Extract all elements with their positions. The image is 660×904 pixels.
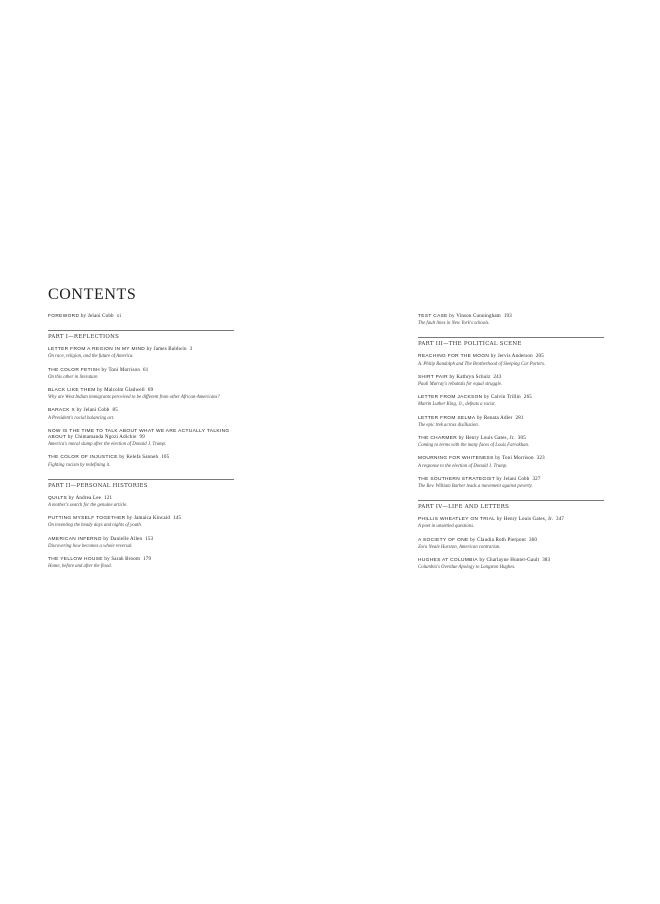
entry-page-number: 99 <box>139 435 145 441</box>
entry-title: SHIRT PAIR <box>418 374 448 380</box>
entry-page-number: 179 <box>143 557 152 563</box>
toc-entry-line <box>48 408 234 414</box>
part-divider <box>48 479 234 480</box>
toc-entry <box>48 388 234 401</box>
toc-entry <box>418 314 604 327</box>
entry-title: PUTTING MYSELF TOGETHER <box>48 516 126 522</box>
entry-author: Danielle Allen <box>110 536 143 542</box>
entry-by: by <box>146 347 153 353</box>
entry-description: America's moral slump after the election of Donald J. Trump. <box>48 442 167 448</box>
toc-entry <box>48 455 234 468</box>
toc-entry-line <box>48 347 234 353</box>
entry-by: by <box>101 367 107 373</box>
entry-description: On this other in literature. <box>48 374 99 380</box>
entry-by: by <box>126 516 133 522</box>
toc-entry <box>418 517 604 530</box>
entry-page-number: 145 <box>173 516 182 522</box>
entry-page-number: 3 <box>189 347 193 353</box>
toc-entry <box>418 354 604 367</box>
toc-entry-line <box>48 368 234 374</box>
entry-by: by <box>76 408 83 414</box>
entry-author: Toni Morrison <box>108 367 141 373</box>
toc-entry-line <box>48 429 234 441</box>
part-divider <box>418 500 604 501</box>
entry-by: by <box>449 314 455 319</box>
entry-by: by <box>68 495 75 501</box>
toc-lead-entry <box>48 314 234 320</box>
entry-description: A. Philip Randolph and The Brotherhood of Sleeping Car Porters. <box>418 361 546 367</box>
entry-author: Henry Louis Gates, Jr. <box>465 436 515 442</box>
toc-entry-line <box>418 517 604 523</box>
entry-description: On inventing the heady days and nights of youth. <box>48 523 142 529</box>
toc-entry <box>48 557 234 570</box>
entry-description: Home, before and after the flood. <box>48 564 112 570</box>
toc-entry <box>418 456 604 469</box>
entry-title: QUILTS <box>48 495 68 501</box>
toc-entry-line <box>418 416 604 422</box>
entry-page-number: 121 <box>104 495 113 501</box>
entry-author: Sarah Broom <box>111 557 141 563</box>
toc-entry <box>48 496 234 509</box>
toc-entry-line <box>418 314 604 320</box>
entry-page-number: 360 <box>528 537 538 543</box>
toc-lead-entry <box>418 314 604 327</box>
entry-title: HUGHES AT COLUMBIA <box>418 558 478 564</box>
entry-author: Jelani Cobb <box>87 314 114 319</box>
entry-description: The epic trek across disillusion. <box>418 422 479 428</box>
entry-description: Discovering how becomes a whole reversal. <box>48 543 133 549</box>
toc-entry-line <box>418 375 604 381</box>
entry-author: Vinson Cunningham <box>456 314 501 319</box>
entry-by: by <box>104 557 110 563</box>
entry-page-number: 61 <box>143 367 149 373</box>
entry-author: Claudia Roth Pierpont <box>477 537 526 543</box>
entry-author: Malcolm Gladwell <box>104 388 145 394</box>
toc-entry-line <box>48 557 234 563</box>
page-title: CONTENTS <box>48 286 137 303</box>
part-heading: PART III—THE POLITICAL SCENE <box>418 341 522 348</box>
entry-author: Jelani Cobb <box>503 476 530 482</box>
entry-description: Coming to terms with the many faces of Louis Farrakhan. <box>418 443 530 449</box>
toc-entry <box>418 477 604 490</box>
entry-title: LETTER FROM A REGION IN MY MIND <box>48 347 146 353</box>
entry-by: by <box>495 456 501 462</box>
toc-entry-line <box>418 477 604 483</box>
toc-entry-line <box>418 558 604 564</box>
entry-author: Chimamanda Ngozi Adichie <box>74 435 137 441</box>
entry-by: by <box>490 354 497 360</box>
entry-description: Zora Neale Hurston, American contrarian. <box>418 544 501 550</box>
entry-by: by <box>80 314 87 319</box>
toc-entry-line <box>418 456 604 462</box>
toc-entry <box>48 368 234 381</box>
part-section <box>48 479 234 571</box>
entry-author: Andrea Lee <box>75 495 102 501</box>
entry-by: by <box>484 395 490 401</box>
entry-by: by <box>449 374 455 380</box>
entry-title: MOURNING FOR WHITENESS <box>418 456 494 462</box>
entry-page-number: 105 <box>161 455 170 461</box>
part-divider <box>48 330 234 331</box>
toc-entry-line <box>418 436 604 442</box>
entry-author: James Baldwin <box>153 347 187 353</box>
part-heading: PART I—REFLECTIONS <box>48 334 120 341</box>
entry-page-number: 243 <box>493 374 502 380</box>
entry-by: by <box>97 388 103 394</box>
entry-page-number: 265 <box>523 395 532 401</box>
toc-entry <box>48 314 234 320</box>
entry-author: Charlayne Hunter-Gault <box>486 558 540 564</box>
toc-entry-line <box>48 314 234 320</box>
entry-description: Martin Luther King, Jr., defeats a racist. <box>418 402 496 408</box>
entry-page-number: 205 <box>535 354 544 360</box>
entry-description: On race, religion, and the future of America. <box>48 354 134 360</box>
entry-title: A SOCIETY OF ONE <box>418 537 469 543</box>
entry-title: TEST CASE <box>418 314 448 319</box>
entry-page-number: 323 <box>536 456 545 462</box>
toc-entry <box>48 516 234 529</box>
entry-author: Calvin Trillin <box>490 395 521 401</box>
entry-description: Fighting racism by redefining it. <box>48 462 111 468</box>
toc-entry-line <box>418 354 604 360</box>
entry-title: THE COLOR OF INJUSTICE <box>48 455 118 461</box>
toc-entry <box>48 537 234 550</box>
entry-title: BARACK X <box>48 408 76 414</box>
entry-by: by <box>458 436 464 442</box>
entry-page-number: 305 <box>517 436 526 442</box>
entry-by: by <box>103 536 109 542</box>
entry-page-number: xi <box>116 314 122 319</box>
entry-description: Pauli Murray's rebuttals for equal struggle. <box>418 382 502 388</box>
entry-by: by <box>496 517 503 523</box>
toc-entry <box>418 375 604 388</box>
toc-entry-line <box>48 537 234 543</box>
entry-description: A poet in unsettled questions. <box>418 524 475 530</box>
entry-author: Henry Louis Gates, Jr. <box>503 517 554 523</box>
toc-entry-line <box>418 395 604 401</box>
toc-entry-line <box>48 516 234 522</box>
part-divider <box>418 337 604 338</box>
part-heading: PART IV—LIFE AND LETTERS <box>418 504 510 511</box>
entry-title: THE COLOR FETISH <box>48 367 100 373</box>
entry-author: Toni Morrison <box>502 456 534 462</box>
entry-title: THE YELLOW HOUSE <box>48 557 103 563</box>
entry-by: by <box>479 558 485 564</box>
entry-page-number: 69 <box>147 388 154 394</box>
toc-entry-line <box>48 388 234 394</box>
toc-entry <box>48 408 234 421</box>
entry-description: Why are West Indian immigrants perceived to be different from other African-Americans? <box>48 395 220 401</box>
entry-author: Renata Adler <box>483 415 513 421</box>
toc-entry-line <box>48 455 234 461</box>
toc-entry <box>418 395 604 408</box>
part-section <box>418 500 604 571</box>
entry-by: by <box>476 415 483 421</box>
entry-page-number: 327 <box>532 476 541 482</box>
toc-entry <box>418 416 604 429</box>
entry-title: REACHING FOR THE MOON <box>418 354 490 360</box>
toc-entry <box>418 436 604 449</box>
contents-column-right <box>418 314 604 581</box>
toc-entry <box>418 558 604 571</box>
entry-title: LETTER FROM SELMA <box>418 415 476 421</box>
entry-by: by <box>67 435 74 441</box>
toc-entry <box>48 347 234 360</box>
entry-title: NOW IS THE TIME TO TALK ABOUT WHAT WE ARE ACTUALLY TALKING ABOUT <box>48 428 230 441</box>
entry-page-number: 383 <box>542 558 551 564</box>
entry-page-number: 153 <box>145 536 154 542</box>
entry-title: LETTER FROM JACKSON <box>418 395 483 401</box>
entry-title: FOREWORD <box>48 314 80 319</box>
toc-entry <box>48 429 234 449</box>
entry-by: by <box>496 476 502 482</box>
toc-entry-line <box>48 496 234 502</box>
entry-description: A mother's search for the genuine article. <box>48 503 128 509</box>
entry-description: The Rev. William Barber leads a movement against poverty. <box>418 484 533 490</box>
entry-title: THE SOUTHERN STRATEGIST <box>418 476 495 482</box>
entry-author: Kelefa Sanneh <box>126 455 159 461</box>
entry-page-number: 347 <box>556 517 565 523</box>
entry-author: Kathryn Schulz <box>456 374 491 380</box>
entry-author: Jamaica Kincaid <box>133 516 171 522</box>
entry-title: PHILLIS WHEATLEY ON TRIAL <box>418 517 496 523</box>
entry-description: A President's racial balancing act. <box>48 415 115 421</box>
entry-author: Jervis Anderson <box>497 354 533 360</box>
entry-description: The fault lines in New York's schools. <box>418 321 490 327</box>
entry-page-number: 281 <box>515 415 524 421</box>
entry-description: Columbia's Overdue Apology to Langston Hughes. <box>418 565 516 571</box>
contents-column-left <box>48 314 234 580</box>
entry-by: by <box>470 537 476 543</box>
entry-description: A response to the election of Donald J. Trump. <box>418 463 508 469</box>
entry-title: BLACK LIKE THEM <box>48 388 96 394</box>
toc-entry <box>418 538 604 551</box>
entry-page-number: 193 <box>503 314 512 319</box>
entry-page-number: 85 <box>112 408 118 414</box>
part-section <box>418 337 604 490</box>
entry-by: by <box>119 455 125 461</box>
entry-title: THE CHARMER <box>418 436 458 442</box>
entry-author: Jelani Cobb <box>83 408 110 414</box>
part-heading: PART II—PERSONAL HISTORIES <box>48 482 148 489</box>
part-section <box>48 330 234 469</box>
entry-title: AMERICAN INFERNO <box>48 536 102 542</box>
toc-entry-line <box>418 538 604 544</box>
